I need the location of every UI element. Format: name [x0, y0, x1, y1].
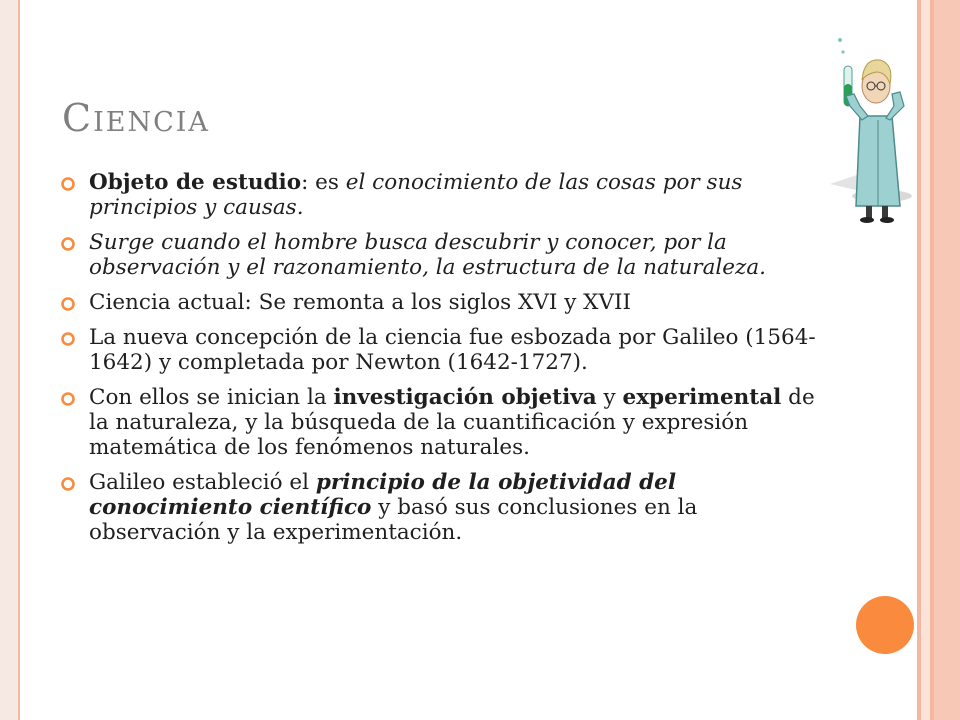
bullet-bold-text: investigación objetiva [333, 385, 597, 410]
bullet-item [60, 290, 820, 315]
slide-title: Ciencia [62, 96, 210, 140]
bullet-circle-icon [60, 236, 76, 252]
left-frame-line [18, 0, 20, 720]
bullet-text: Ciencia actual: Se remonta a los siglos XVI y XVII [89, 290, 632, 315]
accent-circle-decoration [856, 596, 914, 654]
bullet-bold-text: Objeto de estudio [89, 170, 302, 195]
bullet-text: Con ellos se inician la [89, 385, 334, 410]
bullet-circle-icon [60, 476, 76, 492]
scientist-with-test-tube-icon [820, 36, 916, 226]
bullet-item [60, 470, 820, 545]
right-stripe-2 [921, 0, 930, 720]
bullet-italic-text: Surge cuando el hombre busca descubrir y conocer, por la observación y el razonamiento, la estructura de la naturaleza. [89, 230, 766, 280]
bullet-text: Galileo estableció el [89, 470, 316, 495]
bullet-text: : [301, 170, 309, 195]
bullet-text: y [596, 385, 623, 410]
bullet-circle-icon [60, 391, 76, 407]
bullet-item [60, 170, 820, 220]
bullet-bold-italic-text: principio de la objetividad del conocimiento científico [89, 470, 677, 520]
bullet-text: La nueva concepción de la ciencia fue esbozada por Galileo (1564-1642) y completada por Newton (1642-1727). [89, 325, 816, 375]
bullet-text: de la naturaleza, y la búsqueda de la cuantificación y expresión matemática de los fenómenos naturales. [89, 385, 815, 460]
right-stripe-4 [934, 0, 960, 720]
bullet-item [60, 325, 820, 375]
bullet-text: es [308, 170, 346, 195]
bullet-item [60, 230, 820, 280]
bullet-circle-icon [60, 331, 76, 347]
bullet-text: y basó sus conclusiones en la observación y la experimentación. [89, 495, 698, 545]
left-frame-band [0, 0, 18, 720]
bullet-circle-icon [60, 296, 76, 312]
bullet-item [60, 385, 820, 460]
bullet-circle-icon [60, 176, 76, 192]
bullet-italic-text: el conocimiento de las cosas por sus principios y causas. [89, 170, 743, 220]
bullet-list [60, 170, 820, 555]
bullet-bold-text: experimental [622, 385, 782, 410]
